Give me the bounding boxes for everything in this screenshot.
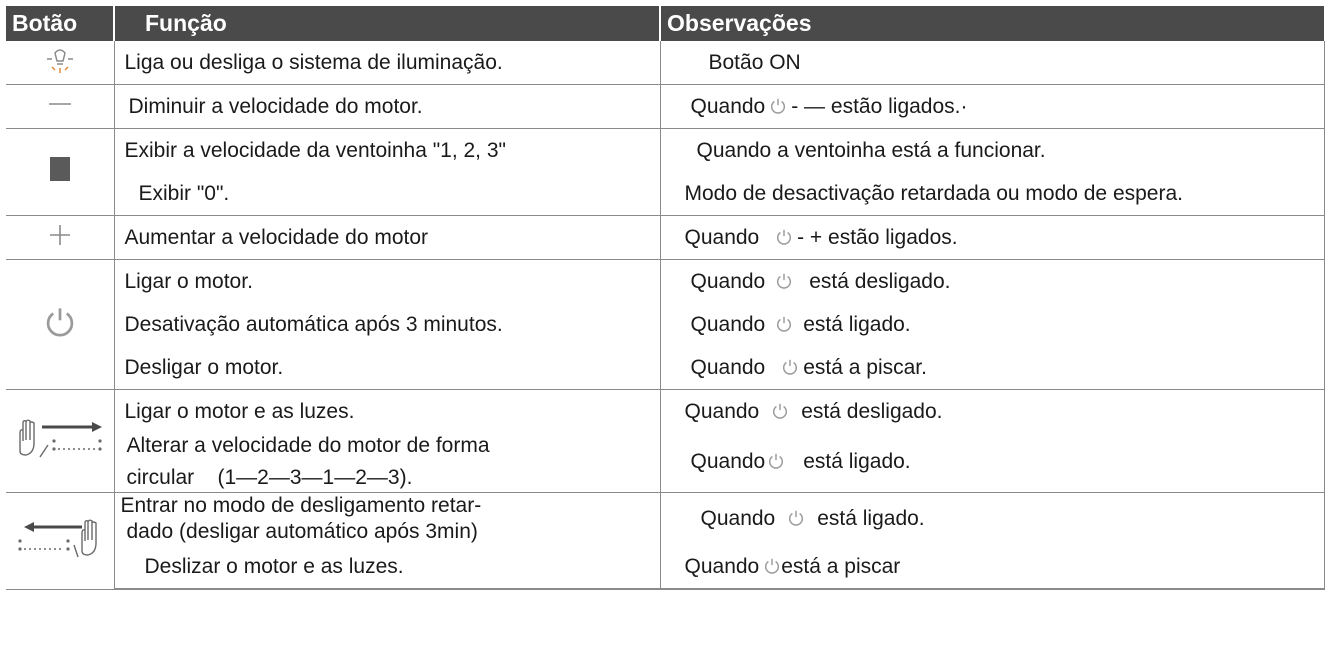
table-row	[6, 216, 1324, 260]
obs-r3: Quando a ventoinha está a funcionar.	[660, 129, 1324, 173]
obs-r7	[660, 303, 1324, 346]
obs-r12-post: está a piscar	[781, 554, 901, 578]
power-icon	[781, 358, 799, 376]
obs-r9-pre: Quando	[684, 399, 760, 423]
table-row	[6, 390, 1324, 434]
func-r7: Desativação automática após 3 minutos.	[114, 303, 660, 346]
obs-r7-post: está ligado.	[803, 312, 911, 336]
header-funcao: Função	[114, 6, 660, 41]
obs-r2-pre: Quando	[690, 94, 766, 118]
func-r3: Exibir a velocidade da ventoinha "1, 2, 3"	[114, 129, 660, 173]
power-icon	[769, 97, 787, 115]
obs-r6	[660, 260, 1324, 304]
func-r10	[114, 433, 660, 492]
table-row	[6, 129, 1324, 173]
obs-r11-post: está ligado.	[817, 506, 925, 530]
obs-r4: Modo de desactivação retardada ou modo de espera.	[660, 172, 1324, 216]
table-row	[6, 303, 1324, 346]
table-row	[6, 260, 1324, 304]
obs-r9	[660, 390, 1324, 434]
func-r4: Exibir "0".	[114, 172, 660, 216]
power-icon	[787, 509, 805, 527]
hand-swipe-right-icon[interactable]	[6, 390, 114, 493]
func-r6: Ligar o motor.	[114, 260, 660, 304]
obs-r11	[660, 492, 1324, 545]
func-r11	[114, 492, 660, 545]
table-row	[6, 433, 1324, 492]
obs-r9-post: está desligado.	[801, 399, 943, 423]
plus-icon[interactable]	[6, 216, 114, 260]
table-header	[6, 6, 1324, 41]
func-r1: Liga ou desliga o sistema de iluminação.	[114, 41, 660, 85]
power-icon	[771, 402, 789, 420]
power-icon	[775, 272, 793, 290]
obs-r8	[660, 346, 1324, 390]
table-row	[6, 85, 1324, 129]
obs-r8-pre: Quando	[690, 355, 766, 379]
table-row	[6, 41, 1324, 85]
table-row	[6, 346, 1324, 390]
func-r12: Deslizar o motor e as luzes.	[114, 545, 660, 589]
obs-r8-post: está a piscar.	[803, 355, 927, 379]
minus-icon[interactable]	[6, 85, 114, 129]
func-r10-line1: Alterar a velocidade do motor de forma	[126, 434, 490, 457]
obs-r5-post: estão ligados.	[828, 225, 958, 249]
power-icon	[775, 315, 793, 333]
func-r8: Desligar o motor.	[114, 346, 660, 390]
func-r5: Aumentar a velocidade do motor	[114, 216, 660, 260]
button-functions-table	[6, 6, 1325, 590]
obs-r6-pre: Quando	[690, 269, 766, 293]
hand-swipe-left-icon[interactable]	[6, 492, 114, 589]
func-r10-line2: circular (1—2—3—1—2—3).	[126, 466, 413, 490]
obs-r12	[660, 545, 1324, 589]
power-icon	[775, 228, 793, 246]
obs-r10-post: está ligado.	[803, 450, 911, 474]
obs-r10	[660, 433, 1324, 492]
table-row	[6, 492, 1324, 545]
obs-r6-post: está desligado.	[809, 269, 951, 293]
obs-r5	[660, 216, 1324, 260]
obs-r2-mid: - —	[791, 94, 826, 118]
table-row	[6, 172, 1324, 216]
header-observacoes: Observações	[660, 6, 1324, 41]
obs-r2-post: estão ligados.·	[830, 94, 968, 118]
light-icon[interactable]	[6, 41, 114, 85]
obs-r11-pre: Quando	[700, 506, 776, 530]
obs-r5-pre: Quando	[684, 225, 760, 249]
func-r9: Ligar o motor e as luzes.	[114, 390, 660, 434]
square-display-icon[interactable]	[6, 129, 114, 216]
obs-r7-pre: Quando	[690, 312, 766, 336]
obs-r5-mid: - +	[797, 225, 823, 249]
obs-r12-pre: Quando	[684, 554, 760, 578]
power-icon	[767, 452, 785, 470]
power-icon[interactable]	[6, 260, 114, 390]
obs-r10-pre: Quando	[690, 450, 766, 474]
table-row	[6, 545, 1324, 589]
func-r11-line2: dado (desligar automático após 3min)	[126, 519, 478, 543]
header-botao: Botão	[6, 6, 114, 41]
power-icon	[763, 557, 781, 575]
func-r2: Diminuir a velocidade do motor.	[114, 85, 660, 129]
obs-r2	[660, 85, 1324, 129]
obs-r1: Botão ON	[660, 41, 1324, 85]
func-r11-line1: Entrar no modo de desligamento retar-	[120, 493, 482, 517]
